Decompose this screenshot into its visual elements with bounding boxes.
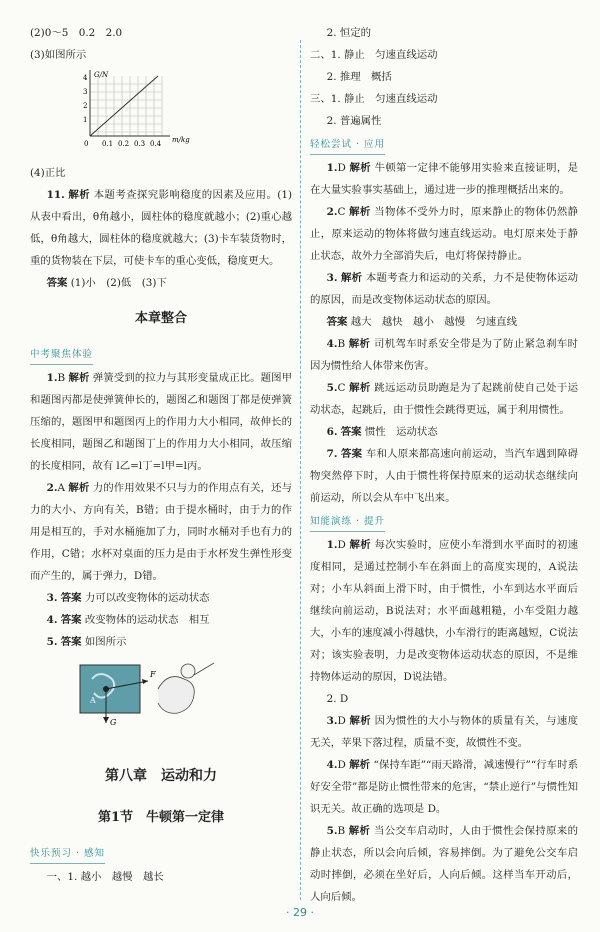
section-heading: 第1节 牛顿第一定律	[97, 810, 225, 825]
analysis-q4: 4.B 解析 司机驾车时系安全带是为了防止紧急刹车时因为惯性给人体带来伤害。	[310, 338, 578, 372]
force-diagram-figure	[78, 659, 292, 735]
answer-q3: 3. 答案 力可以改变物体的运动状态	[46, 592, 210, 604]
analysis-q2: 2.C 解析 当物体不受外力时，原来静止的物体仍然静止，原来运动的物体将做匀速直线运动。电灯原来处于静止状态，故外力全部消失后，电灯将保持静止。	[310, 206, 578, 262]
analysis-q5: 5.C 解析 跳远运动员助跑是为了起跳前使自己处于运动状态，起跳后，由于惯性会跳得更远，属于利用惯性。	[310, 382, 578, 416]
answer-line: 一、1. 越小 越慢 越长	[46, 871, 164, 883]
analysis-q1: 1.B 解析 弹簧受到的拉力与其形变量成正比。题图甲和题图丙都是使弹簧伸长的，题图乙和题图丁都是使弹簧压缩的，题图甲和题图丙上的作用力大小相同，故伸长的长度相同，题图乙和题图丁上的作用力大小相同，故压缩的长度相同，故有 l乙=l丁=l甲=l丙。	[30, 372, 293, 472]
analysis-q1b: 1.D 解析 每次实验时，应使小车滑到水平面时的初速度相同，是通过控制小车在斜面上的高度实现的，A说法对；小车从斜面上滑下时，由于惯性，小车到达水平面后继续向前运动，B说法对；水平面越粗糙，小车受阻力越大，小车的速度减小得越快，小车滑行的距离越短，C说法对；该实验表明，力是改变物体运动状态的原因，不是维持物体运动的原因，D说法错。	[310, 539, 578, 683]
y-axis-label: G/N	[94, 71, 109, 79]
column-divider	[300, 40, 301, 900]
answer-line: (4)正比	[30, 167, 66, 179]
right-column	[310, 22, 578, 908]
answer-line: 二、1. 静止 匀速直线运动	[310, 49, 438, 61]
answer-q3: 答案 越大 越快 越小 越慢 匀速直线	[326, 316, 517, 328]
x-tick: 0.3	[134, 140, 146, 148]
analysis-q3: 3. 解析 本题考查力和运动的关系，力不是使物体运动的原因，而是改变物体运动状态的原因。	[310, 272, 579, 306]
answer-line: 三、1. 静止 匀速直线运动	[310, 93, 438, 105]
answer-line: (3)如图所示	[30, 49, 87, 61]
x-tick: 0	[84, 140, 89, 148]
x-tick: 0.1	[102, 140, 114, 148]
analysis-q11: 11. 解析 本题考查探究影响稳度的因素及应用。(1)从表中看出，θ角越小，圆柱体的稳度就越小；(2)重心越低，θ角越大，圆柱体的稳度就越大；(3)卡车装货物时，重的货物装在下层，可使卡车的重心变低，稳度更大。	[30, 189, 292, 267]
y-tick: 4	[83, 74, 88, 82]
section-heading-summary: 本章整合	[134, 311, 187, 326]
analysis-q1: 1.D 解析 牛顿第一定律不能够用实验来直接证明，是在大量实验事实基础上，通过进一步的推理概括出来的。	[310, 162, 578, 196]
x-tick: 0.2	[118, 140, 130, 148]
y-tick: 1	[83, 116, 88, 124]
analysis-q5b: 5.B 解析 当公交车启动时，人由于惯性会保持原来的静止状态，所以会向后倾，容易摔倒。为了避免公交车启动时摔倒，必须在坐好后，人向后倾。这样当车开动后，人向后倾。	[310, 825, 578, 903]
page-number: · 29 ·	[286, 906, 314, 919]
graph-svg	[74, 68, 204, 152]
answer-q2b: 2. D	[326, 693, 349, 705]
section-tag: 知能演练 · 提升	[310, 513, 385, 532]
point-a-label: A	[90, 696, 96, 705]
answer-q6: 6. 答案 惯性 运动状态	[326, 426, 438, 438]
force-diagram-svg	[78, 659, 228, 727]
section-tag: 中考聚焦体验	[30, 346, 93, 365]
x-tick: 0.4	[150, 140, 162, 148]
section-tag: 轻松尝试 · 应用	[310, 136, 385, 155]
analysis-q2: 2.A 解析 力的作用效果不只与力的作用点有关，还与力的大小、方向有关，B错；由于提水桶时，由于力的作用是相互的，手对水桶施加了力，同时水桶对手也有力的作用，C错；水杯对桌面的压力是由于水杯发生弹性形变而产生的，属于弹力，D错。	[30, 482, 292, 582]
chapter-heading: 第八章 运动和力	[105, 768, 217, 784]
y-tick: 2	[83, 102, 88, 110]
answer-line: 2. 普遍属性	[326, 115, 382, 127]
analysis-q4b: 4.D 解析 “保持车距”“雨天路滑，减速慢行”“行车时系好安全带”都是防止惯性带来的危害，“禁止逆行”与惯性知识无关。故正确的选项是 D。	[310, 759, 578, 815]
answer-q7: 7. 答案 车和人原来都高速向前运动，当汽车遇到障碍物突然停下时，人由于惯性将保持原来的运动状态继续向前运动，所以会从车中飞出来。	[310, 448, 579, 504]
force-f-label: F	[150, 670, 156, 679]
answer-line: 2. 恒定的	[326, 27, 372, 39]
answer-line: 2. 推理 概括	[326, 71, 392, 83]
section-tag: 快乐预习 · 感知	[30, 845, 105, 864]
answer-q11: 答案 (1)小 (2)低 (3)下	[46, 277, 167, 289]
y-tick: 3	[83, 88, 88, 96]
left-column	[30, 22, 292, 888]
force-g-label: G	[110, 718, 117, 727]
answer-line: (2)0～5 0.2 2.0	[30, 27, 123, 39]
g-m-graph	[74, 68, 292, 160]
x-axis-label: m/kg	[172, 136, 190, 144]
answer-q4: 4. 答案 改变物体的运动状态 相互	[46, 614, 210, 626]
answer-q5: 5. 答案 如图所示	[46, 636, 127, 648]
analysis-q3b: 3.D 解析 因为惯性的大小与物体的质量有关，与速度无关，苹果下落过程，质量不变，故惯性不变。	[310, 715, 578, 749]
